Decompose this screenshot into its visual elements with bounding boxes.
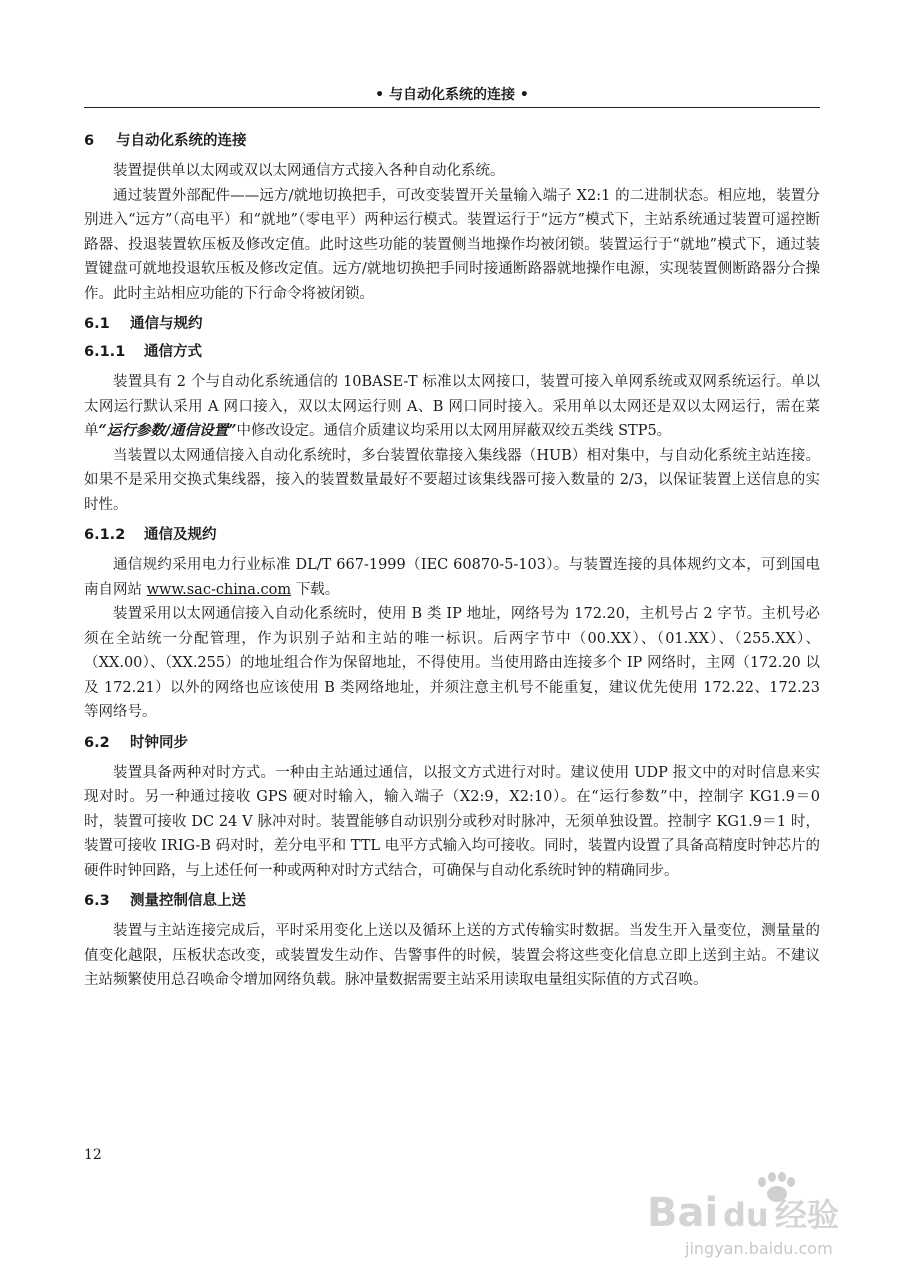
paragraph-text: 下载。 — [291, 581, 340, 598]
heading-title: 通信与规约 — [130, 316, 203, 332]
baidu-jingyan-watermark — [645, 1168, 875, 1260]
website-link[interactable]: www.sac-china.com — [146, 581, 292, 598]
heading-title: 通信及规约 — [144, 527, 217, 543]
heading-number: 6.1.1 — [84, 344, 126, 360]
watermark-du: du — [723, 1196, 769, 1234]
paragraph — [84, 370, 820, 444]
heading-title: 测量控制信息上送 — [130, 893, 246, 909]
section-heading-6-1-2 — [84, 525, 820, 545]
heading-title: 与自动化系统的连接 — [116, 133, 247, 149]
running-header: • 与自动化系统的连接 • — [375, 87, 529, 103]
section-heading-6-1-1 — [84, 342, 820, 362]
heading-title: 时钟同步 — [130, 734, 188, 751]
paragraph — [84, 553, 820, 602]
heading-number: 6 — [84, 133, 95, 149]
paragraph-text: 装置具有 2 个与自动化系统通信的 10BASE-T 标准以太网接口，装置可接入单网系统或双网系统运行。单以太网运行默认采用 A 网口接入，双以太网运行则 A、B 网口同时接入。采用单以太网还是双以太网运行，需在菜单 — [84, 374, 820, 439]
heading-title: 通信方式 — [144, 344, 202, 360]
section-heading-6 — [84, 131, 820, 151]
watermark-url: jingyan.baidu.com — [685, 1239, 833, 1258]
paragraph: 装置具备两种对时方式。一种由主站通过通信，以报文方式进行对时。建议使用 UDP 报文中的对时信息来实现对时。另一种通过接收 GPS 硬对时输入，输入端子（X2:9，X2:10）。在“运行参数”中，控制字 KG1.9＝0 时，装置可接收 DC 24 V 脉冲对时。装置能够自动识别分或秒对时脉冲，无须单独设置。控制字 KG1.9＝1 时，装置可接收 IRIG-B 码对时，差分电平和 TTL 电平方式输入均可接收。同时，装置内设置了具备高精度时钟芯片的硬件时钟回路，与上述任何一种或两种对时方式结合，可确保与自动化系统时钟的精确同步。 — [84, 764, 820, 879]
heading-number: 6.1.2 — [84, 527, 126, 543]
paragraph-text: 中修改设定。通信介质建议均采用以太网用屏蔽双绞五类线 STP5。 — [236, 423, 672, 439]
section-heading-6-3 — [84, 891, 820, 911]
section-heading-6-2 — [84, 733, 820, 753]
paragraph: 通过装置外部配件——远方/就地切换把手，可改变装置开关量输入端子 X2:1 的二进制状态。相应地，装置分别进入“远方”（高电平）和“就地”（零电平）两种运行模式。装置运行于“远方”模式下，主站系统通过装置可遥控断路器、投退装置软压板及修改定值。此时这些功能的装置侧当地操作均被闭锁。装置运行于“就地”模式下，通过装置键盘可就地投退软压板及修改定值。远方/就地切换把手同时接通断路器就地操作电源，实现装置侧断路器分合操作。此时主站相应功能的下行命令将被闭锁。 — [84, 187, 820, 302]
heading-number: 6.1 — [84, 316, 110, 332]
paragraph: 装置提供单以太网或双以太网通信方式接入各种自动化系统。 — [113, 163, 505, 179]
header-rule — [84, 107, 820, 108]
heading-number: 6.3 — [84, 893, 110, 909]
watermark-brand: Bai — [647, 1190, 719, 1236]
watermark-brand-suffix: 经验 — [775, 1196, 840, 1234]
section-heading-6-1 — [84, 314, 820, 334]
page-number: 12 — [84, 1147, 102, 1163]
heading-number: 6.2 — [84, 734, 110, 751]
document-body — [84, 131, 820, 993]
paragraph: 当装置以太网通信接入自动化系统时，多台装置依靠接入集线器（HUB）相对集中，与自动化系统主站连接。如果不是采用交换式集线器，接入的装置数量最好不要超过该集线器可接入数量的 2/3，以保证装置上送信息的实时性。 — [84, 447, 820, 513]
paragraph: 装置采用以太网通信接入自动化系统时，使用 B 类 IP 地址，网络号为 172.20，主机号占 2 字节。主机号必须在全站统一分配管理，作为识别子站和主站的唯一标识。后两字节中（00.XX）、（01.XX）、（255.XX）、（XX.00）、（XX.255）的地址组合作为保留地址，不得使用。当使用路由连接多个 IP 网络时，主网（172.20 以及 172.21）以外的网络也应该使用 B 类网络地址，并须注意主机号不能重复，建议优先使用 172.22、172.23 等网络号。 — [84, 606, 820, 720]
paragraph: 装置与主站连接完成后，平时采用变化上送以及循环上送的方式传输实时数据。当发生开入量变位，测量量的值变化越限，压板状态改变，或装置发生动作、告警事件的时候，装置会将这些变化信息立即上送到主站。不建议主站频繁使用总召唤命令增加网络负载。脉冲量数据需要主站采用读取电量组实际值的方式召唤。 — [84, 923, 820, 988]
paragraph-text: 通信规约采用电力行业标准 DL/T 667-1999（IEC 60870-5-103）。与装置连接的具体规约文本，可到国电南自网站 — [84, 557, 820, 598]
menu-path-emphasis: “运行参数/通信设置” — [98, 422, 237, 439]
